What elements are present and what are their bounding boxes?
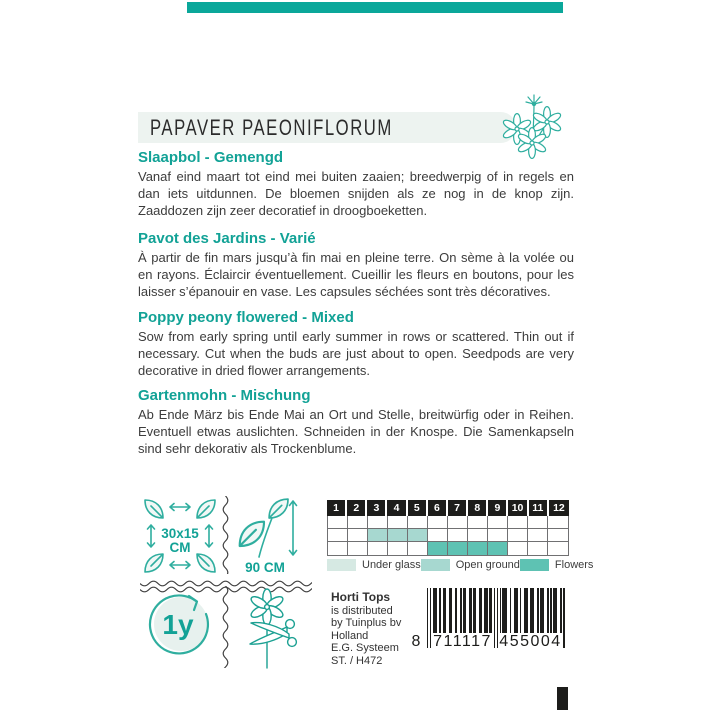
distributor-line: Holland [331, 629, 369, 642]
barcode [411, 588, 565, 652]
barcode-bar [537, 588, 538, 636]
section-heading-fr: Pavot des Jardins - Varié [138, 230, 316, 247]
calendar-month-cell: 12 [549, 500, 569, 516]
plant-name-title: PAPAVER PAEONIFLORUM [150, 114, 393, 140]
calendar-cell [328, 542, 348, 555]
section-heading-en: Poppy peony flowered - Mixed [138, 309, 354, 326]
calendar-cell [528, 529, 548, 542]
section-heading-de: Gartenmohn - Mischung [138, 387, 311, 404]
barcode-bar [443, 588, 446, 636]
calendar-cell [448, 516, 468, 529]
legend-item [327, 559, 421, 571]
calendar-cell [368, 529, 388, 542]
section-dutch [138, 149, 574, 219]
calendar-month-header [327, 500, 569, 516]
calendar-cell [428, 516, 448, 529]
sowing-calendar [327, 500, 569, 556]
barcode-bar [540, 588, 544, 636]
calendar-cell [368, 516, 388, 529]
plant-height-icon [237, 495, 301, 575]
barcode-bar [469, 588, 472, 636]
legend-label: Open ground [455, 559, 520, 571]
calendar-cell [508, 542, 528, 555]
distributor-line: is distributed [331, 604, 393, 617]
annual-cycle-icon [146, 590, 212, 656]
legend-item [421, 559, 520, 571]
calendar-month-cell: 5 [408, 500, 428, 516]
calendar-cell [548, 516, 568, 529]
calendar-cell [528, 516, 548, 529]
calendar-cell [548, 542, 568, 555]
section-heading-nl: Slaapbol - Gemengd [138, 149, 284, 166]
section-body-en: Sow from early spring until early summer in rows or scattered. Thin out if necessary. Cut when the buds are just about to open. Seedpods are very decorative in dried flower arrangements. [138, 329, 574, 378]
calendar-month-cell: 10 [508, 500, 528, 516]
calendar-cell [428, 542, 448, 555]
legend-swatch [421, 559, 450, 571]
calendar-month-cell: 4 [387, 500, 407, 516]
title-bar [138, 112, 516, 143]
barcode-bar [553, 588, 557, 636]
calendar-month-cell: 2 [347, 500, 367, 516]
barcode-bar [510, 588, 511, 636]
barcode-bar [520, 588, 521, 636]
barcode-bar [530, 588, 534, 636]
calendar-cell [368, 542, 388, 555]
section-english [138, 309, 574, 379]
barcode-digit-first: 8 [411, 633, 421, 650]
barcode-bar [514, 588, 518, 636]
calendar-cell [348, 529, 368, 542]
separator-wavy-vertical-bottom [222, 586, 230, 668]
section-german [138, 387, 574, 457]
section-body-de: Ab Ende März bis Ende Mai an Ort und Stelle, breitwürfig oder in Reihen. Eventuell etwas auslichten. Schneiden in der Knospe. Die Samenkapseln sind sehr dekorativ als Trockenblume. [138, 407, 574, 456]
calendar-cell [408, 529, 428, 542]
calendar-cell [488, 516, 508, 529]
calendar-month-cell: 9 [488, 500, 508, 516]
calendar-cell [328, 529, 348, 542]
calendar-cell [468, 516, 488, 529]
barcode-digits-left: 711117 [433, 633, 492, 650]
legend-swatch [327, 559, 356, 571]
barcode-bar [524, 588, 528, 636]
legend-label: Under glass [362, 559, 421, 571]
calendar-cell [408, 542, 428, 555]
calendar-cell [348, 516, 368, 529]
barcode-bar [489, 588, 492, 636]
calendar-row-flowers [328, 542, 568, 555]
distributor-name: Horti Tops [331, 590, 391, 604]
legend-label: Flowers [554, 559, 594, 571]
barcode-bar [463, 588, 466, 636]
plant-spacing-icon [142, 495, 218, 577]
calendar-row-under-glass [328, 516, 568, 529]
calendar-cell [428, 529, 448, 542]
barcode-bar [563, 588, 564, 648]
calendar-cell [508, 529, 528, 542]
barcode-bar [497, 588, 498, 648]
barcode-bar [460, 588, 461, 636]
calendar-cell [488, 542, 508, 555]
section-body-fr: À partir de fin mars jusqu’à fin mai en pleine terre. On sème à la volée ou en rayons. Éclaircir éventuellement. Cueillir les fleurs en boutons, pour les laisser s’épanouir en vase. Les capsules séchées sont très décoratives. [138, 250, 574, 299]
barcode-bar [502, 588, 506, 636]
barcode-bar [479, 588, 482, 636]
plant-height-label: 90 CM [245, 560, 285, 575]
calendar-cell [408, 516, 428, 529]
calendar-cell [328, 516, 348, 529]
barcode-bar [439, 588, 442, 636]
distributor-line: by Tuinplus bv [331, 617, 402, 630]
calendar-cell [528, 542, 548, 555]
barcode-bar [473, 588, 476, 636]
calendar-cell [388, 542, 408, 555]
calendar-month-cell: 1 [327, 500, 347, 516]
calendar-month-cell: 3 [367, 500, 387, 516]
distributor-info [331, 591, 426, 668]
calendar-month-cell: 6 [428, 500, 448, 516]
top-accent-bar [187, 2, 563, 13]
calendar-cell [468, 529, 488, 542]
calendar-cell [388, 529, 408, 542]
annual-cycle-label: 1y [162, 609, 194, 640]
cut-flower-icon [246, 588, 302, 670]
barcode-bar [550, 588, 551, 636]
distributor-line: ST. / H472 [331, 654, 383, 667]
calendar-row-open-ground [328, 529, 568, 542]
calendar-cell [468, 542, 488, 555]
calendar-cell [388, 516, 408, 529]
separator-wavy-vertical-top [222, 496, 230, 574]
calendar-cell [548, 529, 568, 542]
section-body-nl: Vanaf eind maart tot eind mei buiten zaaien; breedwerpig of in regels en dan iets uitdunnen. De bloemen snijden als ze nog in de knop zijn. Zaaddozen zijn zeer decoratief in droogboeketten. [138, 169, 574, 218]
barcode-bar [547, 588, 548, 636]
calendar-legend [327, 559, 594, 571]
barcode-bar [449, 588, 452, 636]
section-french [138, 230, 574, 300]
barcode-digits-right: 455004 [499, 633, 562, 650]
calendar-cell [508, 516, 528, 529]
calendar-month-cell: 8 [468, 500, 488, 516]
barcode-bar [427, 588, 428, 648]
calendar-cell [448, 542, 468, 555]
spacing-unit-label: CM [169, 540, 191, 555]
barcode-bar [433, 588, 437, 636]
calendar-body [327, 516, 569, 556]
legend-swatch [520, 559, 549, 571]
legend-item [520, 559, 594, 571]
print-registration-mark [557, 687, 568, 710]
barcode-bar [500, 588, 501, 636]
barcode-bar [494, 588, 495, 648]
distributor-line: E.G. Systeem [331, 642, 399, 655]
barcode-bar [484, 588, 488, 636]
calendar-month-cell: 11 [529, 500, 549, 516]
calendar-cell [488, 529, 508, 542]
calendar-cell [448, 529, 468, 542]
spacing-value-label: 30x15 [161, 526, 199, 541]
calendar-cell [348, 542, 368, 555]
calendar-month-cell: 7 [448, 500, 468, 516]
barcode-bar [455, 588, 458, 636]
